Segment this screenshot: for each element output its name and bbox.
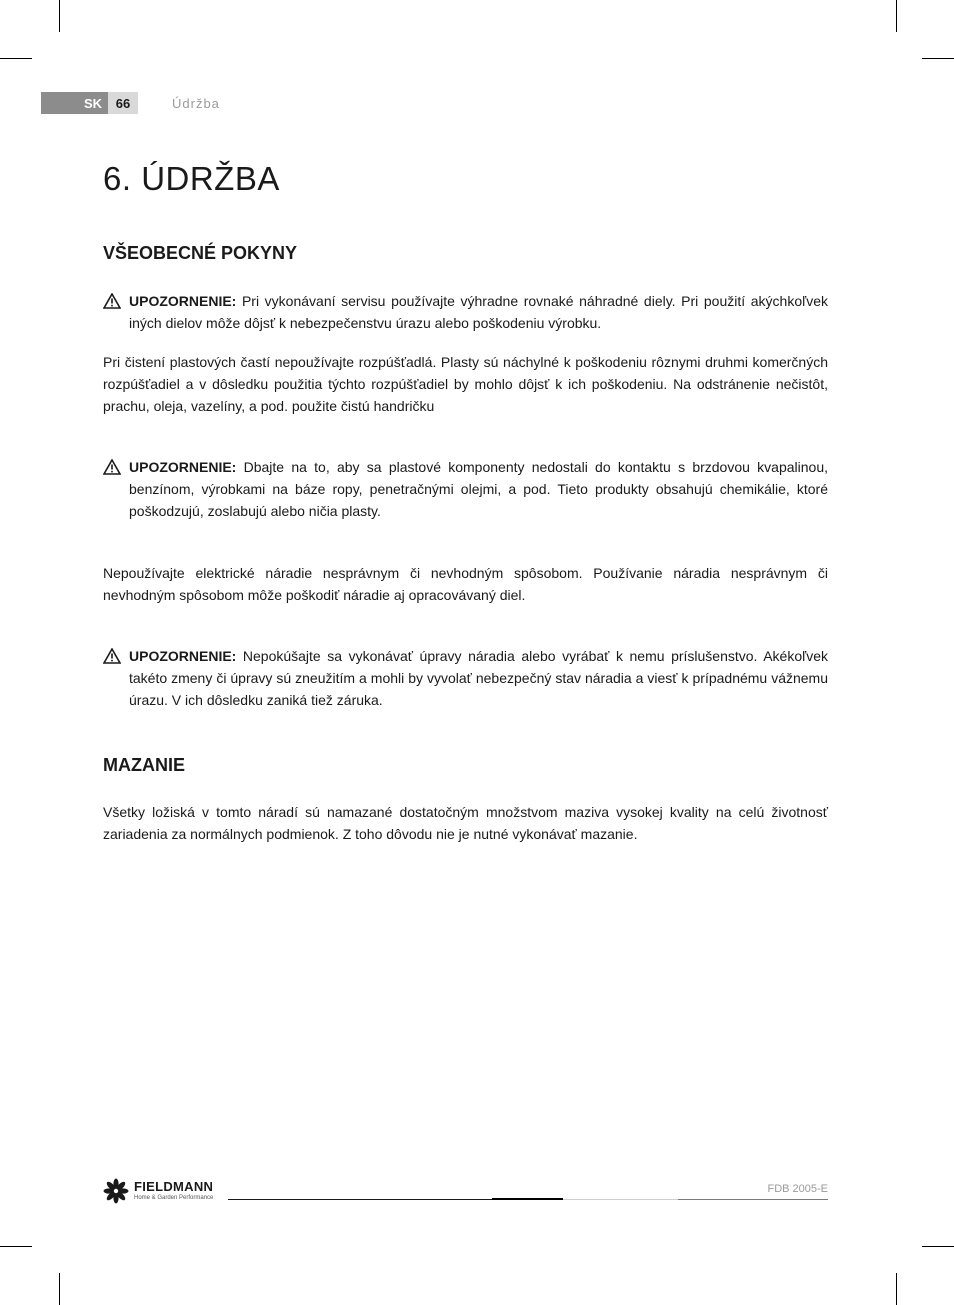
paragraph-text: Nepoužívajte elektrické náradie nesprávnym či nevhodným spôsobom. Používanie náradia nesprávnym či nevhodným spôsobom môže poškodiť náradie aj opracovávaný diel. bbox=[103, 565, 828, 603]
page-header bbox=[41, 92, 220, 114]
footer-rule bbox=[563, 1199, 678, 1200]
paragraph bbox=[103, 562, 828, 606]
warning-body: Dbajte na to, aby sa plastové komponenty nedostali do kontaktu s brzdovou kvapalinou, benzínom, výrobkami na báze ropy, penetračnými olejmi, a pod. Tieto produkty obsahujú chemikálie, ktoré poškodzujú, zoslabujú alebo ničia plasty. bbox=[129, 459, 828, 519]
paragraph-text: Pri čistení plastových častí nepoužívajte rozpúšťadlá. Plasty sú náchylné k poškodeniu rôznymi druhmi komerčných rozpúšťadiel a v dôsledku použitia týchto rozpúšťadiel by mohlo dôjsť k ich poškodeniu. Na odstránenie nečistôt, prachu, oleja, vazelíny, a pod. použite čistú handričku bbox=[103, 354, 828, 414]
warning-text bbox=[129, 290, 828, 334]
warning-block bbox=[103, 645, 828, 711]
warning-body: Pri vykonávaní servisu používajte výhradne rovnaké náhradné diely. Pri použití akýchkoľvek iných dielov môže dôjsť k nebezpečenstvu úrazu alebo poškodeniu výrobku. bbox=[129, 293, 828, 331]
footer-rule bbox=[492, 1198, 563, 1200]
page-title: 6. ÚDRŽBA bbox=[103, 160, 280, 197]
crop-mark bbox=[0, 58, 32, 59]
warning-triangle-icon bbox=[103, 459, 121, 475]
brand-logo bbox=[103, 1178, 213, 1204]
crop-mark bbox=[0, 1246, 32, 1247]
warning-block bbox=[103, 456, 828, 522]
warning-label: UPOZORNENIE: bbox=[129, 459, 237, 475]
crop-mark bbox=[59, 0, 60, 32]
paragraph bbox=[103, 351, 828, 417]
section-heading: MAZANIE bbox=[103, 755, 185, 775]
warning-triangle-icon bbox=[103, 293, 121, 309]
paragraph-text: Všetky ložiská v tomto náradí sú namazané dostatočným množstvom maziva vysokej kvality na celú životnosť zariadenia za normálnych podmienok. Z toho dôvodu nie je nutné vykonávať mazanie. bbox=[103, 804, 828, 842]
warning-text bbox=[129, 456, 828, 522]
crop-mark bbox=[896, 0, 897, 32]
language-tab: SK bbox=[41, 92, 108, 114]
footer-rule bbox=[228, 1199, 492, 1200]
crop-mark bbox=[922, 58, 954, 59]
model-number: FDB 2005-E bbox=[767, 1183, 828, 1195]
page-footer bbox=[103, 1175, 828, 1215]
crop-mark bbox=[922, 1246, 954, 1247]
crop-mark bbox=[896, 1273, 897, 1305]
paragraph bbox=[103, 801, 828, 845]
section-heading: VŠEOBECNÉ POKYNY bbox=[103, 243, 298, 263]
crop-mark bbox=[59, 1273, 60, 1305]
warning-label: UPOZORNENIE: bbox=[129, 293, 237, 309]
page-number: 66 bbox=[108, 92, 138, 114]
header-section-name: Údržba bbox=[172, 95, 220, 111]
footer-rule bbox=[678, 1199, 828, 1200]
brand-tagline: Home & Garden Performance bbox=[134, 1195, 214, 1201]
warning-triangle-icon bbox=[103, 648, 121, 664]
warning-text bbox=[129, 645, 828, 711]
brand-name: FIELDMANN bbox=[134, 1179, 214, 1194]
warning-label: UPOZORNENIE: bbox=[129, 648, 237, 664]
warning-body: Nepokúšajte sa vykonávať úpravy náradia alebo vyrábať k nemu príslušenstvo. Akékoľvek takéto zmeny či úpravy sú zneužitím a mohli by vyvolať nebezpečný stav náradia a viesť k prípadnému vážnemu úrazu. V ich dôsledku zaniká tiež záruka. bbox=[129, 648, 828, 708]
fieldmann-flower-icon bbox=[103, 1178, 129, 1204]
warning-block bbox=[103, 290, 828, 334]
